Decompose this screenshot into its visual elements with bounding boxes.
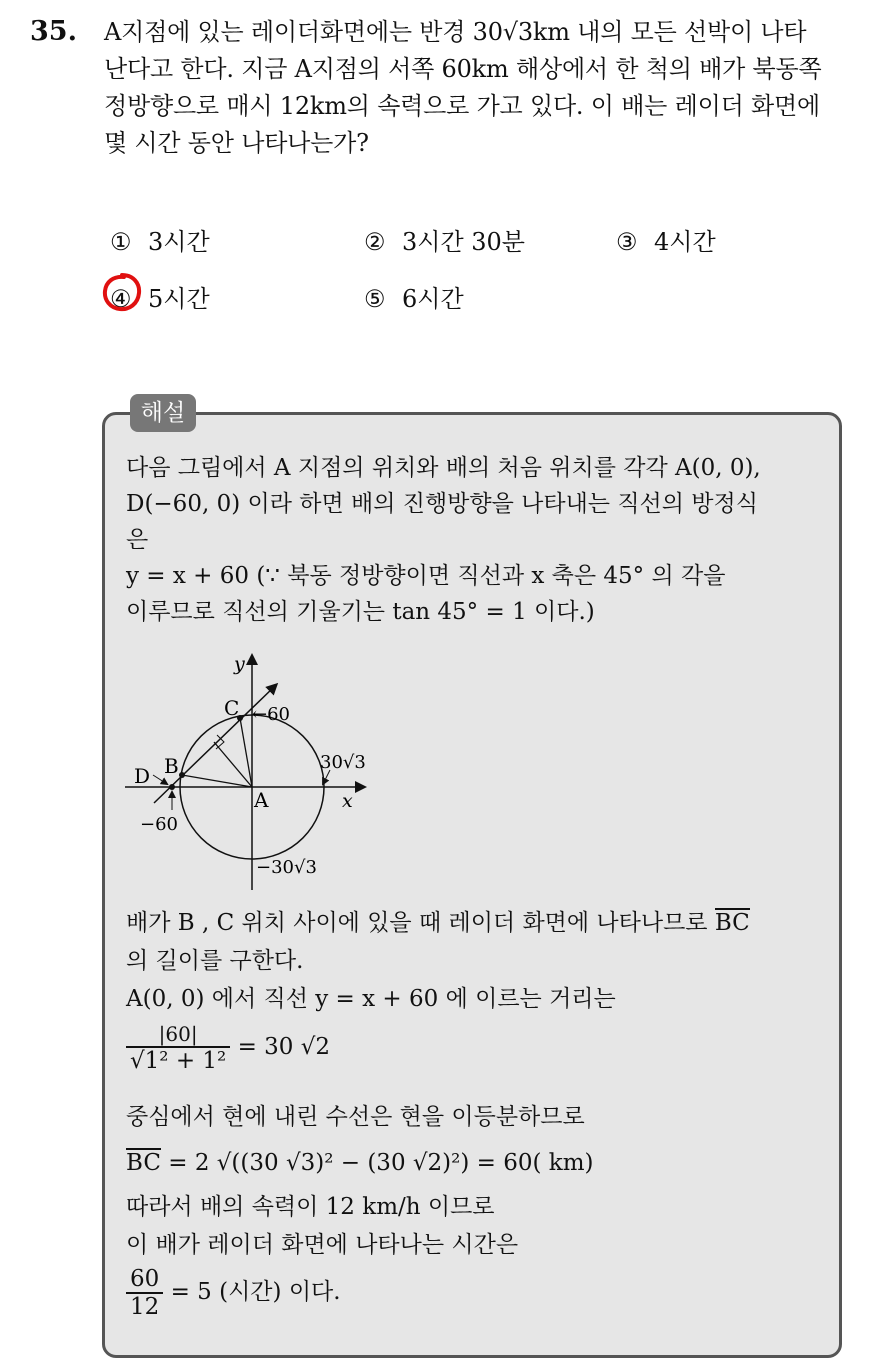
answer-circle-mark — [100, 270, 144, 314]
choice-number: ② — [364, 228, 386, 256]
choice-number: ⑤ — [364, 285, 386, 313]
label-D: D — [134, 764, 151, 788]
bc-formula-rest: = 2 √((30 √3)² − (30 √2)²) = 60( km) — [168, 1150, 594, 1176]
segment-BC: BC — [126, 1150, 161, 1176]
choice-2[interactable] — [364, 222, 525, 257]
solution-line-8: 중심에서 현에 내린 수선은 현을 이등분하므로 — [126, 1104, 585, 1130]
segment-AB — [182, 775, 252, 787]
distance-formula — [126, 1022, 330, 1074]
label-B: B — [164, 754, 179, 778]
choice-1[interactable] — [110, 222, 210, 257]
solution-text: 배가 B , C 위치 사이에 있을 때 레이더 화면에 나타나므로 — [126, 910, 708, 936]
choice-number: ③ — [616, 228, 638, 256]
fraction-rhs: = 5 (시간) 이다. — [170, 1279, 341, 1305]
label-c-note: ←60 — [252, 704, 290, 725]
choice-text: 6시간 — [402, 285, 464, 313]
time-fraction — [126, 1266, 163, 1320]
solution-line-9: 따라서 배의 속력이 12 km/h 이므로 — [126, 1194, 495, 1220]
label-A: A — [254, 788, 269, 812]
solution-line: D(−60, 0) 이라 하면 배의 진행방향을 나타내는 직선의 방정식 — [126, 491, 758, 517]
question-text — [104, 14, 864, 162]
choice-3[interactable] — [616, 222, 716, 257]
choice-text: 4시간 — [654, 228, 716, 256]
fraction-denominator: √1² + 1² — [130, 1048, 227, 1074]
segment-AC — [240, 718, 252, 787]
fraction-numerator: 60 — [126, 1266, 163, 1294]
segment-BC: BC — [714, 910, 750, 936]
choice-text: 5시간 — [148, 285, 210, 313]
solution-intro — [126, 450, 826, 630]
question-line: 몇 시간 동안 나타나는가? — [104, 129, 369, 157]
distance-fraction — [126, 1022, 230, 1074]
choice-number: ④ — [110, 285, 132, 313]
label-neg60: −60 — [140, 814, 178, 835]
choice-text: 3시간 — [148, 228, 210, 256]
solution-line: 다음 그림에서 A 지점의 위치와 배의 처음 위치를 각각 A(0, 0), — [126, 455, 761, 481]
solution-line-6: 의 길이를 구한다. — [126, 948, 304, 974]
choice-5[interactable] — [364, 279, 464, 314]
question-line: A지점에 있는 레이더화면에는 반경 30√3km 내의 모든 선박이 나타 — [104, 18, 807, 46]
perpendicular-foot — [214, 742, 252, 787]
label-C: C — [224, 696, 240, 720]
choice-number: ① — [110, 228, 132, 256]
solution-line: 이루므로 직선의 기울기는 tan 45° = 1 이다.) — [126, 599, 595, 625]
point-D — [169, 784, 175, 790]
question-line: 난다고 한다. 지금 A지점의 서쪽 60km 해상에서 한 척의 배가 북동쪽 — [104, 55, 822, 83]
question-line: 정방향으로 매시 12km의 속력으로 가고 있다. 이 배는 레이더 화면에 — [104, 92, 820, 120]
point-B — [179, 772, 185, 778]
solution-line: y = x + 60 (∵ 북동 정방향이면 직선과 x 축은 45° 의 각을 — [126, 563, 726, 589]
fraction-numerator: |60| — [126, 1022, 230, 1048]
solution-line-10: 이 배가 레이더 화면에 나타나는 시간은 — [126, 1232, 519, 1258]
time-formula — [126, 1266, 341, 1320]
fraction-denominator: 12 — [130, 1294, 160, 1320]
label-radius: 30√3 — [320, 752, 366, 773]
bc-formula — [126, 1150, 594, 1176]
solution-line-5 — [126, 904, 750, 937]
solution-line-7: A(0, 0) 에서 직선 y = x + 60 에 이르는 거리는 — [126, 986, 616, 1012]
choice-text: 3시간 30분 — [402, 228, 525, 256]
solution-line: 은 — [126, 527, 149, 553]
fraction-rhs: = 30 √2 — [237, 1034, 331, 1060]
radar-diagram — [120, 650, 390, 895]
x-axis-label: x — [342, 790, 353, 812]
label-neg-radius: −30√3 — [256, 857, 317, 878]
solution-tag: 해설 — [130, 394, 196, 432]
question-number: 35. — [30, 16, 77, 47]
y-axis-label: y — [234, 653, 245, 675]
